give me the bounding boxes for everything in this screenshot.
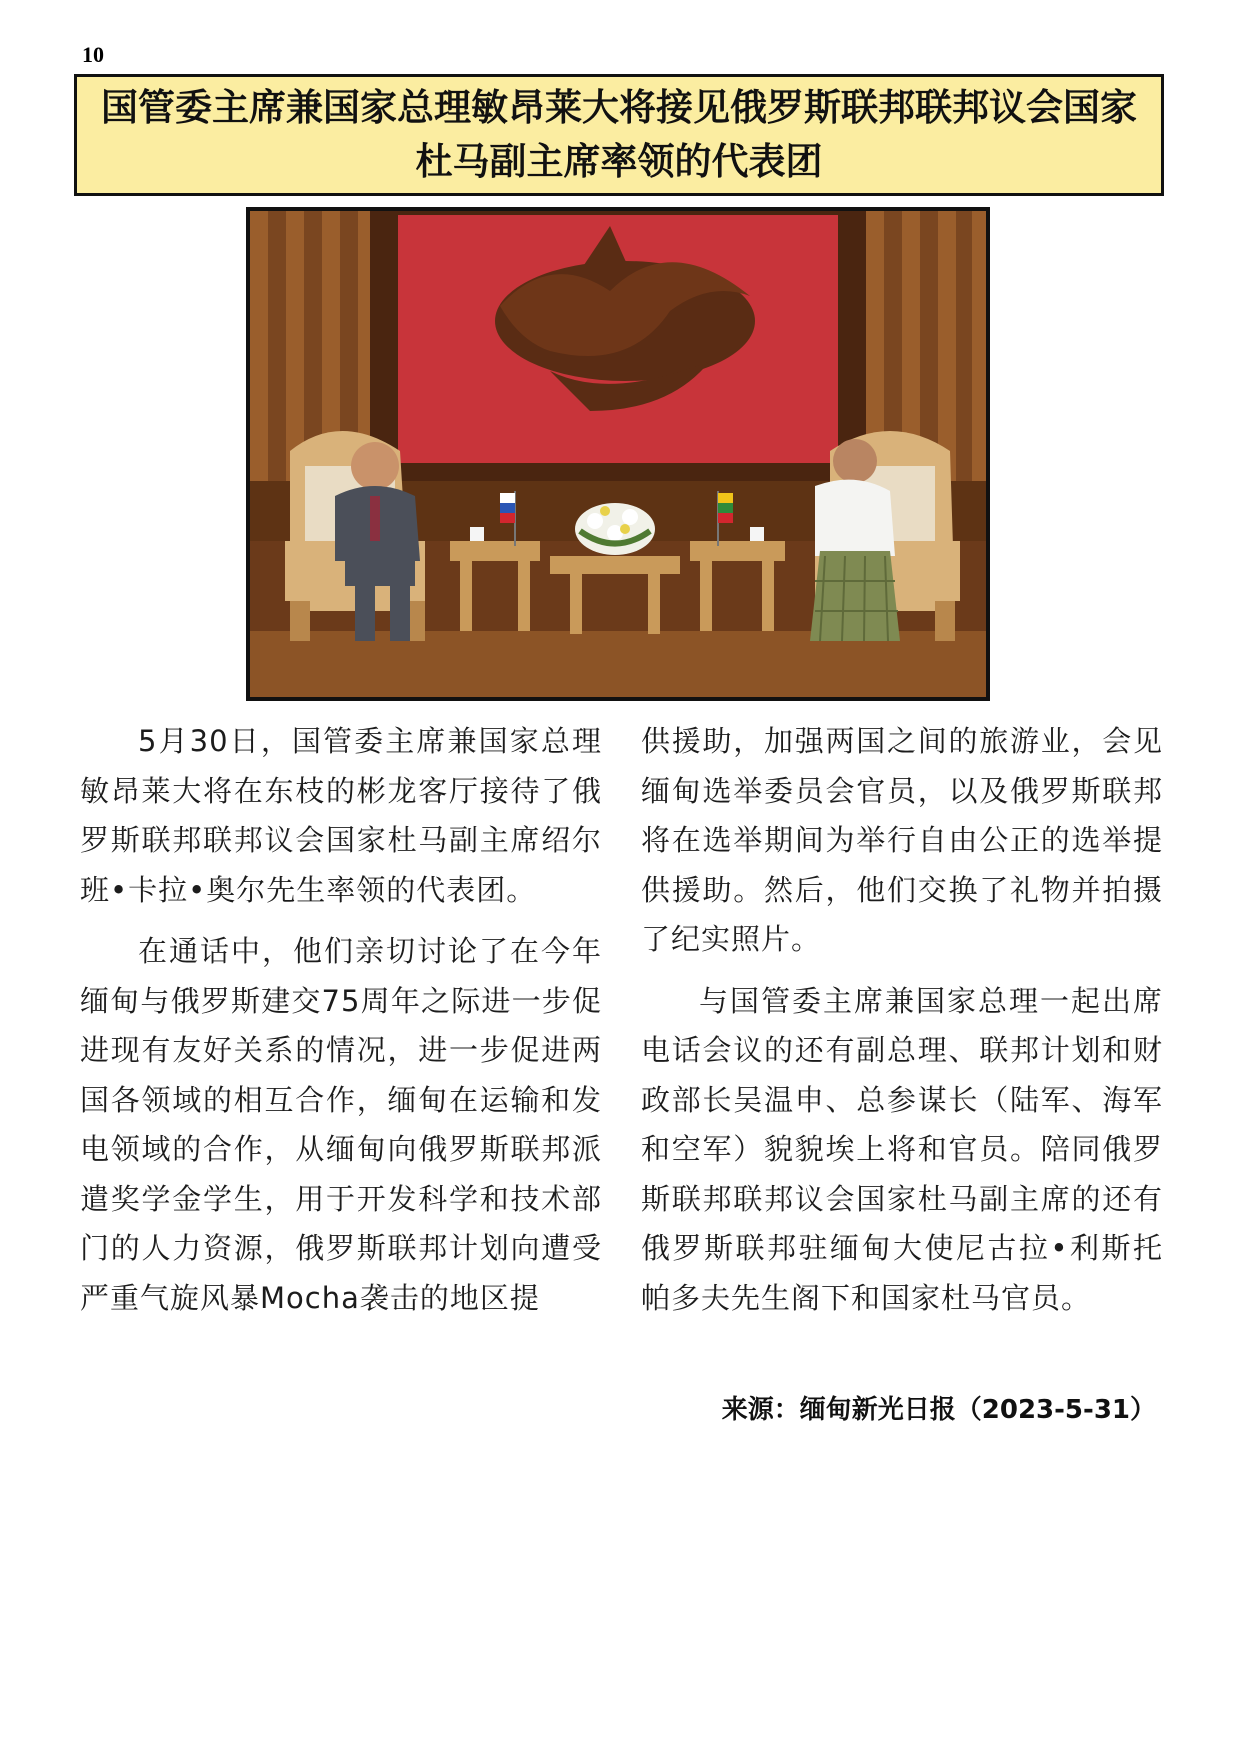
right-paragraph-2: 与国管委主席兼国家总理一起出席电话会议的还有副总理、联邦计划和财政部长吴温申、总参谋长（陆军、海军和空军）貌貌埃上将和官员。陪同俄罗斯联邦联邦议会国家杜马副主席的还有俄罗斯联邦驻缅甸大使尼古拉•利斯托帕多夫先生阁下和国家杜马官员。	[641, 983, 1163, 1315]
article-title-line-1: 国管委主席兼国家总理敏昂莱大将接见俄罗斯联邦联邦议会国家	[101, 86, 1137, 129]
left-paragraph-2: 在通话中，他们亲切讨论了在今年缅甸与俄罗斯建交75周年之际进一步促进现有友好关系的情况，进一步促进两国各领域的相互合作，缅甸在运输和发电领域的合作，从缅甸向俄罗斯联邦派遣奖学金学生，用于开发科学和技术部门的人力资源，俄罗斯联邦计划向遭受严重气旋风暴Mocha袭击的地区提	[80, 934, 602, 1315]
article-title-line-2: 杜马副主席率领的代表团	[415, 140, 823, 183]
right-paragraph-1: 供援助，加强两国之间的旅游业，会见缅甸选举委员会官员，以及俄罗斯联邦将在选举期间为举行自由公正的选举提供援助。然后，他们交换了礼物并拍摄了纪实照片。	[641, 724, 1163, 956]
source-credit: 来源：缅甸新光日报（2023-5-31）	[721, 1395, 1156, 1425]
left-text-column	[80, 717, 602, 1335]
meeting-photo-illustration	[250, 211, 986, 697]
meeting-photo	[246, 207, 990, 701]
left-paragraph-1: 5月30日，国管委主席兼国家总理敏昂莱大将在东枝的彬龙客厅接待了俄罗斯联邦联邦议会国家杜马副主席绍尔班•卡拉•奥尔先生率领的代表团。	[80, 724, 602, 907]
article-title-box	[74, 74, 1164, 196]
page-number: 10	[82, 42, 104, 67]
right-text-column	[641, 717, 1163, 1335]
